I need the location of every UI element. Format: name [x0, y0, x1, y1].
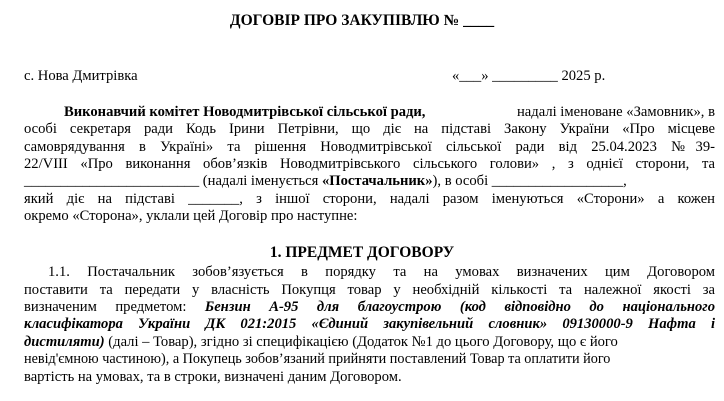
preamble-line-7: окремо «Сторона», уклали цей Договір про наступне:	[24, 208, 358, 224]
clause-1-1-line-4: класифікатора України ДК 021:2015 «Єдиний закупівельний словник» 09130000-9 Нафта і	[24, 316, 715, 332]
preamble-line-5: ________________________ (надалі іменується «Постачальник»), в особі __________________,	[24, 173, 627, 189]
contract-place: с. Нова Дмитрівка	[24, 68, 138, 84]
subject-item: Бензин А-95 для благоустрою (код відповідно до національного	[204, 299, 715, 315]
supplier-label: «Постачальник»	[321, 173, 433, 189]
preamble-line-4: 22/VIII «Про виконання обов’язків Новодмитрівського сільського голови» , з однієї сторони, та	[24, 156, 715, 172]
preamble-line-1: Виконавчий комітет Новодмитрівської сільської ради, надалі іменоване «Замовник», в	[64, 104, 715, 120]
clause-1-1-line-7: вартість на умовах, та в строки, визначені даним Договором.	[24, 369, 402, 385]
preamble-line-3: самоврядування в Україні» та рішення Новодмитрівської сільської ради від 25.04.2023 №39-	[24, 139, 715, 155]
document-title: ДОГОВІР ПРО ЗАКУПІВЛЮ № ____	[229, 12, 495, 29]
preamble-line-2: особі секретаря ради Кодь Ірини Петрівни, що діє на підставі Закону України «Про місцеве	[24, 121, 715, 137]
customer-name: Виконавчий комітет Новодмитрівської сільської ради,	[64, 104, 426, 120]
clause-1-1-line-1: 1.1. Постачальник зобов’язується в порядку та на умовах визначених цим Договором	[48, 264, 715, 280]
clause-1-1-line-2: поставити та передати у власність Покупця товар у необхідній кількості та належної якості за	[24, 282, 715, 298]
preamble-line-6: який діє на підставі _______, з іншої сторони, надалі разом іменуються «Сторони» а кожен	[24, 191, 715, 207]
clause-1-1-line-3: визначеним предметом: Бензин А-95 для благоустрою (код відповідно до національного	[24, 299, 715, 315]
clause-1-1-line-5: дистиляти) (далі – Товар), згідно зі специфікацією (Додаток №1 до цього Договору, що є його	[24, 334, 618, 350]
contract-date: «___» _________ 2025 р.	[452, 68, 606, 84]
section-1-heading: 1. ПРЕДМЕТ ДОГОВОРУ	[269, 244, 455, 261]
clause-1-1-line-6: невід'ємною частиною), а Покупець зобов’язаний прийняти поставлений Товар та оплатити його	[24, 351, 611, 367]
